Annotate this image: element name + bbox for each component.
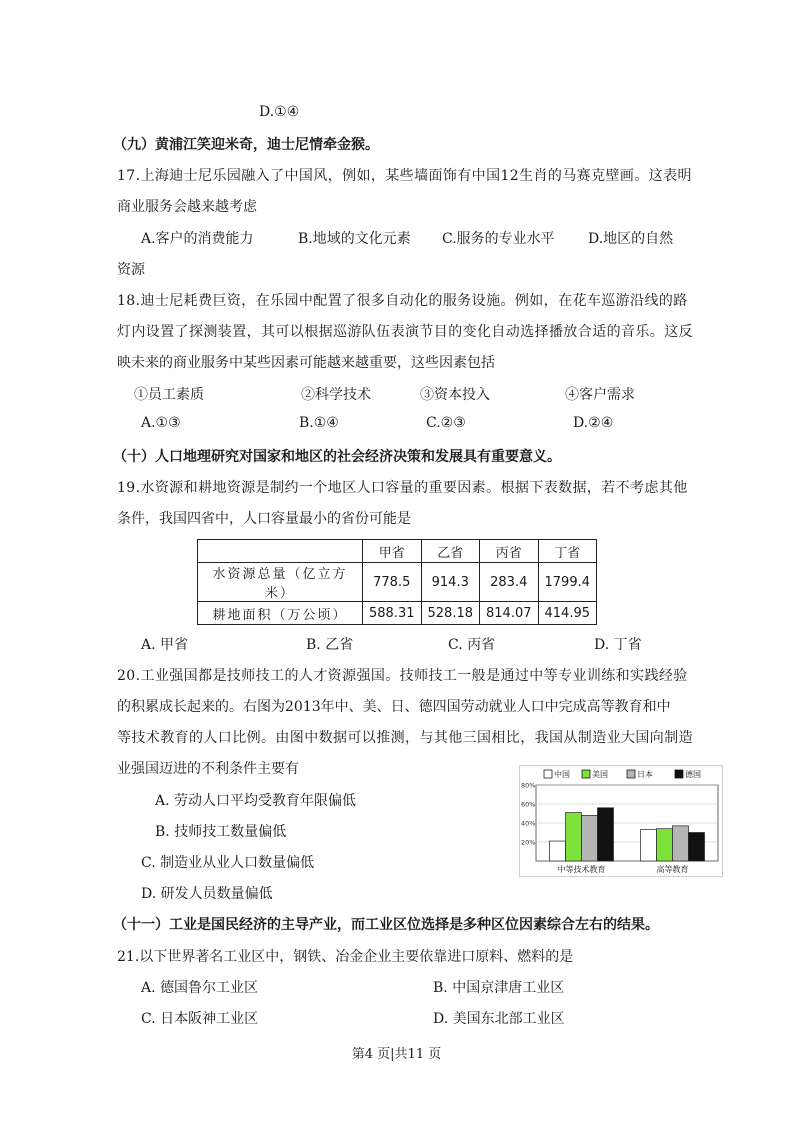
table-cell: 914.3 [421, 563, 480, 602]
table-cell [198, 540, 363, 563]
text-line: 商业服务会越来越考虑 [117, 199, 257, 215]
option-c: C. 日本阪神工业区 [141, 1011, 259, 1027]
table-cell: 814.07 [480, 602, 539, 625]
question-20: 20.工业强国都是技师技工的人才资源强国。技师技工一般是通过中等专业训练和实践经验 [117, 668, 688, 684]
table-cell: 水资源总量（亿立方米） [198, 563, 363, 602]
table-cell: 283.4 [480, 563, 539, 602]
option-c: C. 丙省 [448, 637, 496, 653]
option-b: B. 中国京津唐工业区 [433, 980, 565, 996]
option-d: D. 美国东北部工业区 [433, 1011, 565, 1027]
legend-label: 德国 [685, 770, 701, 779]
text-line: D.①④ [259, 104, 300, 120]
question-17: 17.上海迪士尼乐园融入了中国风，例如，某些墙面饰有中国12生肖的马赛克壁画。这表明 [117, 168, 692, 184]
text-line: 的积累成长起来的。右图为2013年中、美、日、德四国劳动就业人口中完成高等教育和中 [117, 699, 671, 715]
option-b: B. 乙省 [306, 637, 354, 653]
option-a: A. 甲省 [141, 637, 189, 653]
legend-label: 美国 [592, 770, 608, 779]
option-b: B.地域的文化元素 [298, 231, 411, 247]
bar [598, 808, 614, 861]
bar [582, 815, 598, 861]
resource-table [197, 539, 597, 625]
y-tick-label: 20% [521, 838, 536, 847]
y-tick-label: 60% [521, 800, 536, 809]
factor-4: ④客户需求 [565, 387, 635, 403]
chart-bars [550, 808, 705, 861]
option-d: D.地区的自然 [588, 231, 674, 247]
option-d: D.②④ [573, 415, 614, 431]
text-line: 映未来的商业服务中某些因素可能越来越重要，这些因素包括 [117, 355, 495, 371]
factor-2: ②科学技术 [301, 387, 371, 403]
factor-3: ③资本投入 [420, 387, 490, 403]
legend-label: 中国 [554, 770, 570, 779]
bar [641, 830, 657, 861]
bar [550, 841, 566, 861]
option-d: D. 丁省 [594, 637, 642, 653]
page-footer: 第4 页|共11 页 [351, 1047, 442, 1062]
table-header-cell: 乙省 [421, 540, 480, 563]
option-d: D. 研发人员数量偏低 [141, 886, 273, 902]
option-a: A. 劳动人口平均受教育年限偏低 [155, 793, 357, 809]
table-cell: 528.18 [421, 602, 480, 625]
table-row [198, 563, 597, 602]
table-cell: 耕地面积（万公顷） [198, 602, 363, 625]
bar [673, 826, 689, 861]
y-tick-label: 40% [521, 819, 536, 828]
text-line: 资源 [117, 262, 145, 278]
bar [566, 813, 582, 861]
y-tick-label: 80% [521, 781, 536, 790]
option-b: B. 技师技工数量偏低 [155, 824, 287, 840]
table-cell: 1799.4 [538, 563, 597, 602]
chart-svg [520, 766, 722, 876]
table-header-cell: 丙省 [480, 540, 539, 563]
table-header-row [198, 540, 597, 563]
x-tick-label: 高等教育 [656, 865, 689, 874]
bar [657, 829, 673, 861]
bar [689, 833, 705, 862]
table-header-cell: 甲省 [363, 540, 422, 563]
option-c: C. 制造业从业人口数量偏低 [141, 855, 315, 871]
section-heading: （十）人口地理研究对国家和地区的社会经济决策和发展具有重要意义。 [113, 449, 561, 465]
legend-label: 日本 [637, 770, 653, 779]
factor-1: ①员工素质 [134, 387, 204, 403]
text-line: 等技术教育的人口比例。由图中数据可以推测，与其他三国相比，我国从制造业大国向制造 [117, 730, 693, 746]
legend-swatch [544, 770, 552, 778]
education-bar-chart [519, 765, 723, 877]
table-cell: 588.31 [363, 602, 422, 625]
option-a: A. 德国鲁尔工业区 [141, 980, 259, 996]
table-cell: 778.5 [363, 563, 422, 602]
option-b: B.①④ [299, 415, 339, 431]
x-tick-label: 中等技术教育 [557, 865, 606, 874]
option-a: A.①③ [141, 415, 181, 431]
section-heading: （九）黄浦江笑迎米奇，迪士尼情牵金猴。 [113, 137, 379, 153]
question-19: 19.水资源和耕地资源是制约一个地区人口容量的重要因素。根据下表数据，若不考虑其他 [117, 480, 688, 496]
legend-swatch [675, 770, 683, 778]
table-row [198, 602, 597, 625]
table-header-cell: 丁省 [538, 540, 597, 563]
option-c: C.②③ [426, 415, 466, 431]
option-a: A.客户的消费能力 [141, 231, 254, 247]
text-line: 灯内设置了探测装置，其可以根据巡游队伍表演节目的变化自动选择播放合适的音乐。这反 [117, 324, 693, 340]
question-18: 18.迪士尼耗费巨资，在乐园中配置了很多自动化的服务设施。例如，在花车巡游沿线的路 [117, 293, 688, 309]
section-heading: （十一）工业是国民经济的主导产业，而工业区位选择是多种区位因素综合左右的结果。 [113, 917, 659, 933]
question-21: 21.以下世界著名工业区中，钢铁、冶金企业主要依靠进口原料、燃料的是 [117, 949, 574, 965]
chart-legend [544, 769, 701, 779]
legend-swatch [582, 770, 590, 778]
option-c: C.服务的专业水平 [442, 231, 555, 247]
text-line: 条件，我国四省中，人口容量最小的省份可能是 [117, 511, 411, 527]
text-line: 业强国迈进的不利条件主要有 [117, 761, 299, 777]
legend-swatch [627, 770, 635, 778]
table-cell: 414.95 [538, 602, 597, 625]
